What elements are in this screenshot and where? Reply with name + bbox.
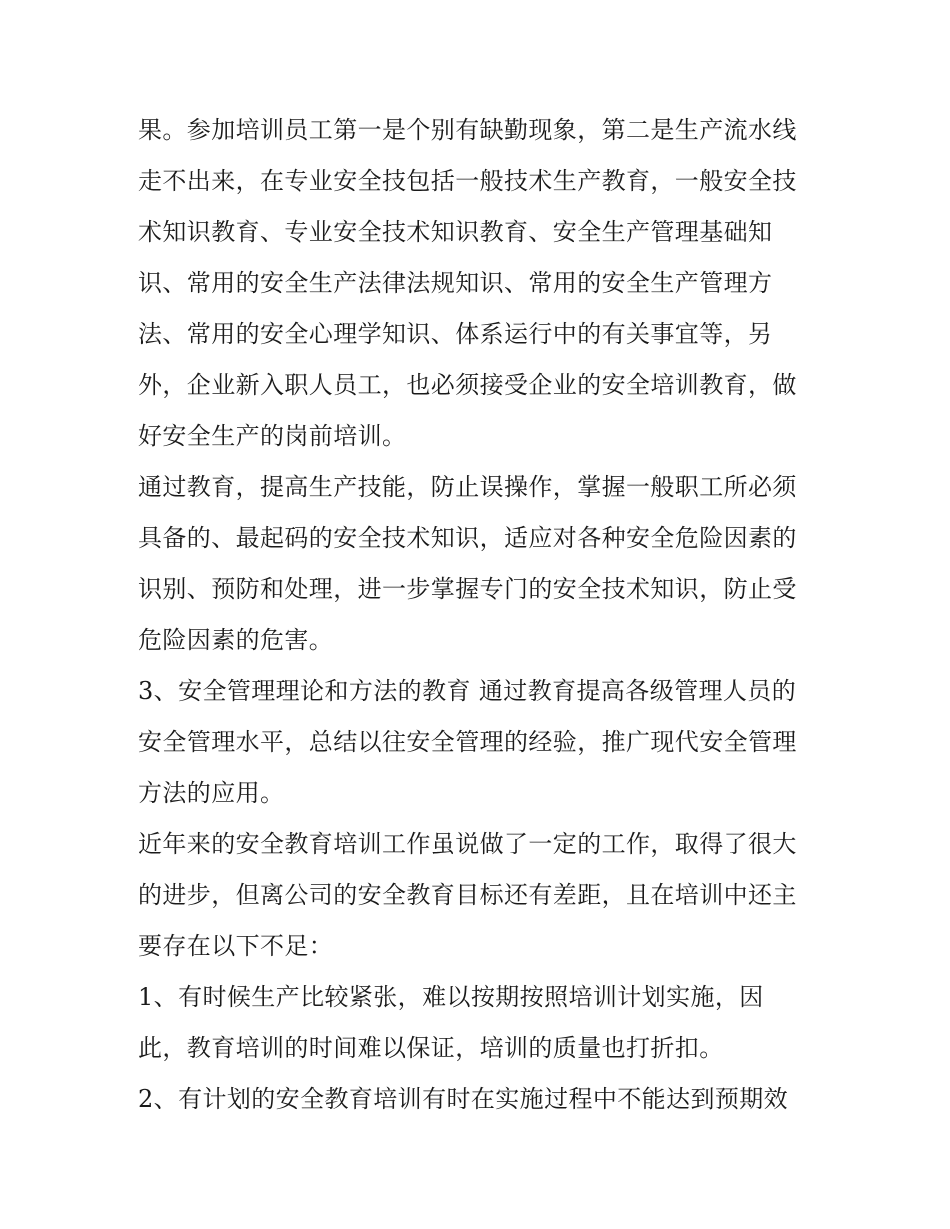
text-line: 走不出来，在专业安全技包括一般技术生产教育，一般安全技 bbox=[138, 167, 797, 195]
text-line: 要存在以下不足： bbox=[138, 932, 334, 960]
text-line: 近年来的安全教育培训工作虽说做了一定的工作，取得了很大 bbox=[138, 830, 797, 858]
text-line: 法、常用的安全心理学知识、体系运行中的有关事宜等，另 bbox=[138, 320, 773, 348]
text-line: 通过教育，提高生产技能，防止误操作，掌握一般职工所必须 bbox=[138, 473, 797, 501]
text-line: 2、有计划的安全教育培训有时在实施过程中不能达到预期效 bbox=[138, 1085, 789, 1113]
text-line: 术知识教育、专业安全技术知识教育、安全生产管理基础知 bbox=[138, 218, 773, 246]
text-line: 3、安全管理理论和方法的教育 通过教育提高各级管理人员的 bbox=[138, 677, 797, 705]
document-body bbox=[138, 105, 818, 1125]
text-line: 具备的、最起码的安全技术知识，适应对各种安全危险因素的 bbox=[138, 524, 797, 552]
text-line: 的进步，但离公司的安全教育目标还有差距，且在培训中还主 bbox=[138, 881, 797, 909]
text-line: 方法的应用。 bbox=[138, 779, 285, 807]
text-line: 识、常用的安全生产法律法规知识、常用的安全生产管理方 bbox=[138, 269, 773, 297]
text-line: 好安全生产的岗前培训。 bbox=[138, 422, 407, 450]
text-line: 危险因素的危害。 bbox=[138, 626, 334, 654]
text-line: 安全管理水平，总结以往安全管理的经验，推广现代安全管理 bbox=[138, 728, 797, 756]
text-line: 此，教育培训的时间难以保证，培训的质量也打折扣。 bbox=[138, 1034, 724, 1062]
text-line: 果。参加培训员工第一是个别有缺勤现象，第二是生产流水线 bbox=[138, 116, 797, 144]
text-line: 外，企业新入职人员工，也必须接受企业的安全培训教育，做 bbox=[138, 371, 797, 399]
text-line: 识别、预防和处理，进一步掌握专门的安全技术知识，防止受 bbox=[138, 575, 797, 603]
text-line: 1、有时候生产比较紧张，难以按期按照培训计划实施，因 bbox=[138, 983, 764, 1011]
